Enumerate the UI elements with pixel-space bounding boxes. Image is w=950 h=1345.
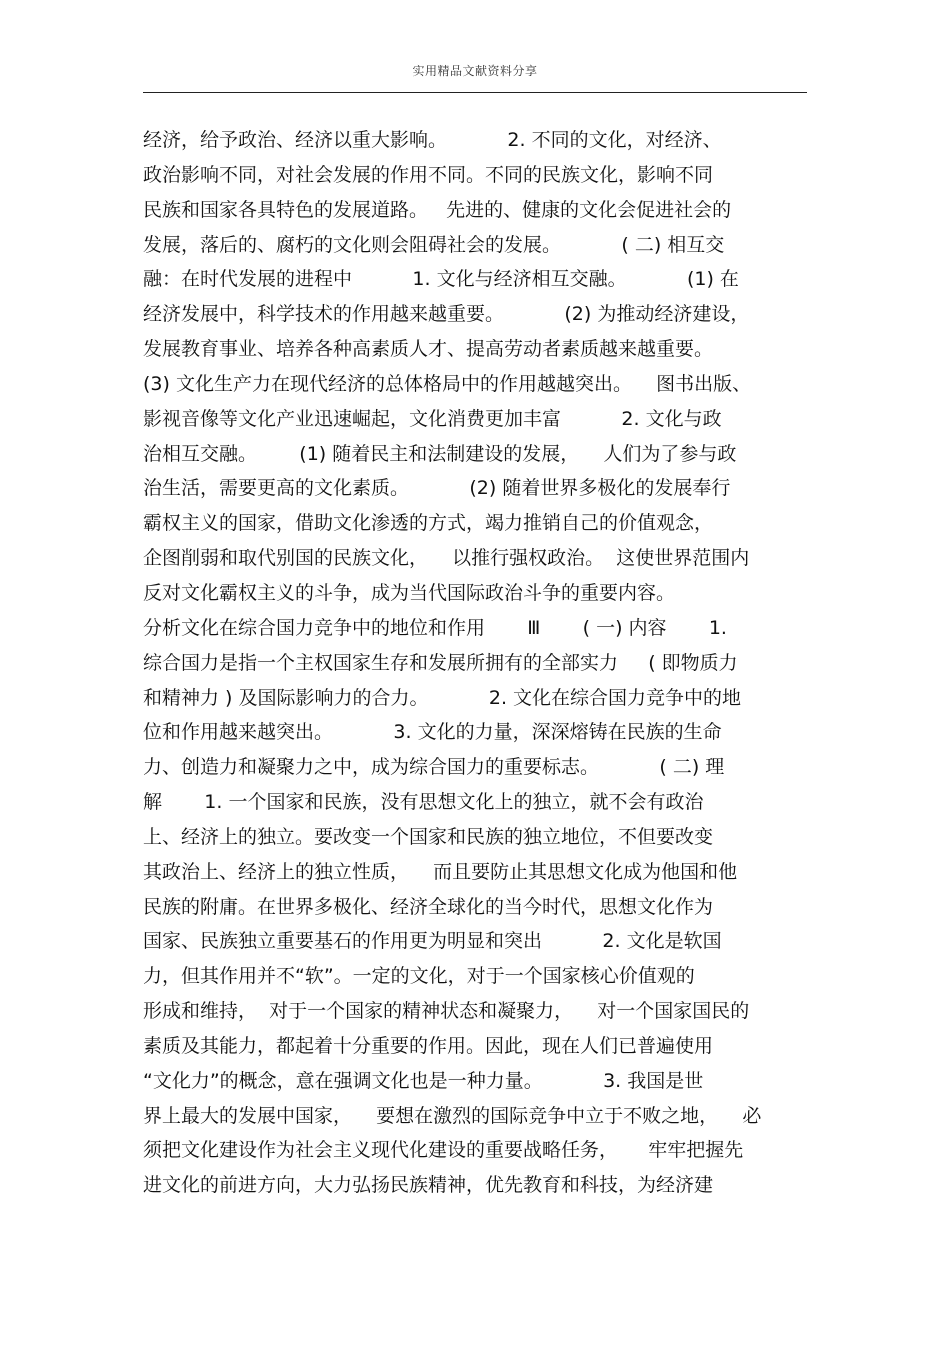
text-line: 政治影响不同，对社会发展的作用不同。不同的民族文化，影响不同 — [143, 163, 714, 186]
text-line: 发展教育事业、培养各种高素质人才、提高劳动者素质越来越重要。 — [143, 338, 714, 361]
text-line: 素质及其能力，都起着十分重要的作用。因此，现在人们已普遍使用 — [143, 1034, 714, 1057]
text-line: 反对文化霸权主义的斗争，成为当代国际政治斗争的重要内容。 — [143, 581, 676, 604]
text-line: 民族和国家各具特色的发展道路。 先进的、健康的文化会促进社会的 — [143, 198, 732, 221]
text-line: 治相互交融。 (1) 随着民主和法制建设的发展， 人们为了参与政 — [143, 442, 737, 465]
text-line: 解 1. 一个国家和民族，没有思想文化上的独立，就不会有政治 — [143, 791, 704, 814]
header-divider — [143, 92, 807, 93]
text-line: 须把文化建设作为社会主义现代化建设的重要战略任务， 牢牢把握先 — [143, 1139, 744, 1162]
text-line: 发展，落后的、腐朽的文化则会阻碍社会的发展。 ( 二) 相互交 — [143, 233, 725, 256]
text-line: 经济，给予政治、经济以重大影响。 2. 不同的文化，对经济、 — [143, 129, 722, 151]
text-line: 其政治上、经济上的独立性质， 而且要防止其思想文化成为他国和他 — [143, 860, 738, 883]
text-line: 界上最大的发展中国家， 要想在激烈的国际竞争中立于不败之地， 必 — [143, 1104, 762, 1127]
text-line: 上、经济上的独立。要改变一个国家和民族的独立地位，不但要改变 — [143, 825, 714, 848]
document-body — [143, 123, 807, 1203]
text-line: 位和作用越来越突出。 3. 文化的力量，深深熔铸在民族的生命 — [143, 721, 722, 744]
text-line: 霸权主义的国家，借助文化渗透的方式，竭力推销自己的价值观念， — [143, 512, 714, 535]
text-line: 形成和维持， 对于一个国家的精神状态和凝聚力， 对一个国家国民的 — [143, 1000, 750, 1023]
text-line: 和精神力 ) 及国际影响力的合力。 2. 文化在综合国力竞争中的地 — [143, 686, 742, 709]
text-line: 分析文化在综合国力竞争中的地位和作用 Ⅲ ( 一) 内容 1. — [143, 616, 727, 639]
text-line: 企图削弱和取代别国的民族文化， 以推行强权政治。 这使世界范围内 — [143, 547, 750, 570]
text-line: 影视音像等文化产业迅速崛起，文化消费更加丰富 2. 文化与政 — [143, 407, 722, 430]
text-line: 经济发展中，科学技术的作用越来越重要。 (2) 为推动经济建设， — [143, 303, 750, 326]
page-header: 实用精品文献资料分享 — [412, 64, 538, 78]
text-line: (3) 文化生产力在现代经济的总体格局中的作用越越突出。 图书出版、 — [143, 372, 752, 395]
text-line: 力，但其作用并不“软”。一定的文化，对于一个国家核心价值观的 — [143, 965, 695, 988]
text-line: 国家、民族独立重要基石的作用更为明显和突出 2. 文化是软国 — [143, 930, 722, 953]
text-line: 融：在时代发展的进程中 1. 文化与经济相互交融。 (1) 在 — [143, 268, 739, 291]
text-line: 治生活，需要更高的文化素质。 (2) 随着世界多极化的发展奉行 — [143, 477, 731, 500]
text-line: 力、创造力和凝聚力之中，成为综合国力的重要标志。 ( 二) 理 — [143, 756, 725, 779]
text-line: 民族的附庸。在世界多极化、经济全球化的当今时代，思想文化作为 — [143, 895, 714, 918]
text-line: 进文化的前进方向，大力弘扬民族精神，优先教育和科技，为经济建 — [143, 1174, 714, 1197]
text-line: “文化力”的概念，意在强调文化也是一种力量。 3. 我国是世 — [143, 1069, 704, 1092]
text-line: 综合国力是指一个主权国家生存和发展所拥有的全部实力 ( 即物质力 — [143, 651, 738, 674]
